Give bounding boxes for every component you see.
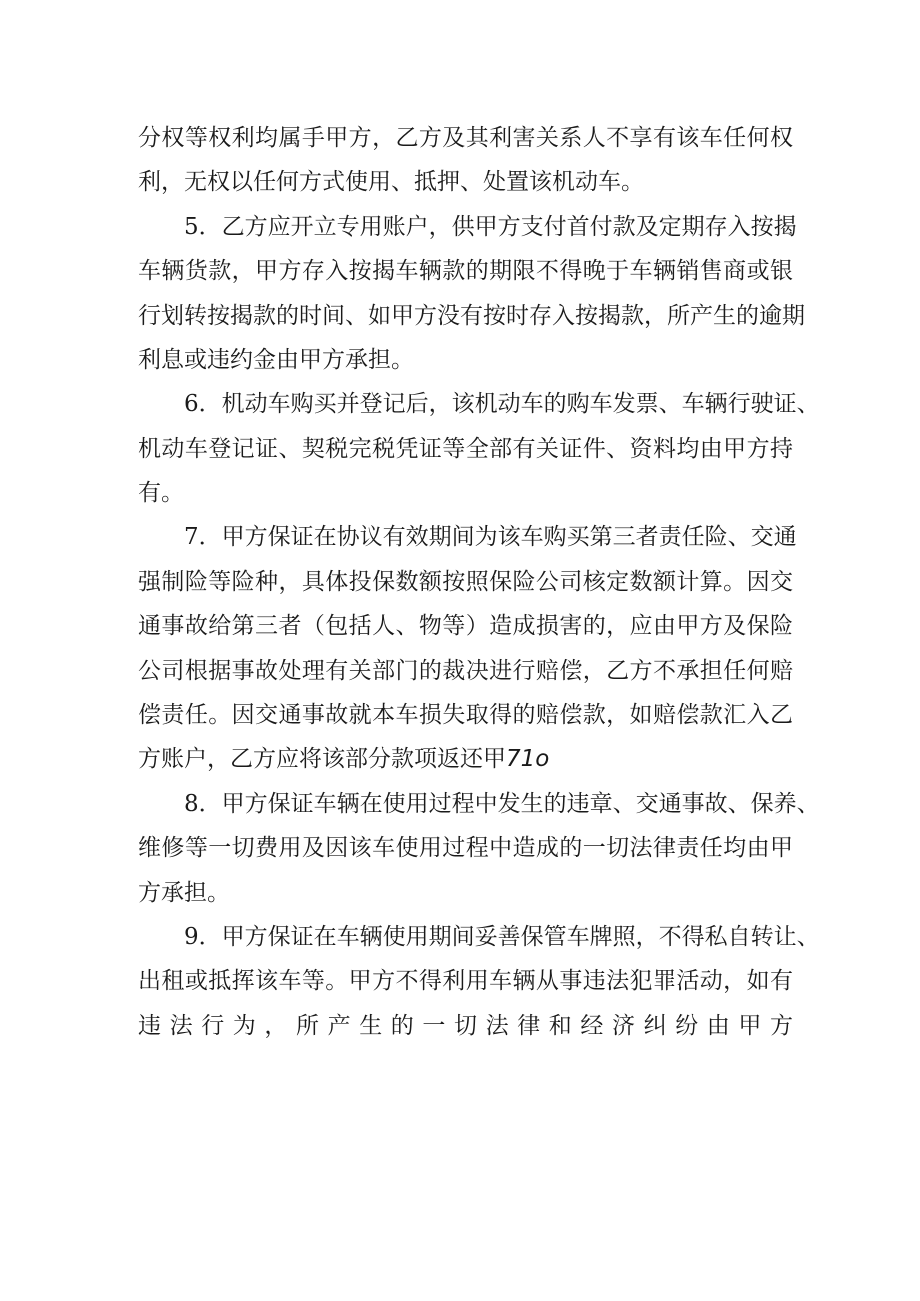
clause-6-line-3: 有。 [138,480,184,506]
clause-9-line-2: 出租或抵挥该车等。甲方不得利用车辆从事违法犯罪活动，如有 [138,968,793,994]
ocr-tail-fragment: 71o [506,746,550,772]
clause-9-line-1: 9．甲方保证在车辆使用期间妥善保管车牌照，不得私自转让、 [184,924,820,950]
clause-5-line-3: 行划转按揭款的时间、如甲方没有按时存入按揭款，所产生的逾期 [138,303,805,329]
clause-5-line-1: 5．乙方应开立专用账户，供甲方支付首付款及定期存入按揭 [184,214,797,240]
clause-8-line-2: 维修等一切费用及因该车使用过程中造成的一切法律责任均由甲 [138,835,793,861]
clause-5-line-4: 利息或违约金由甲方承担。 [138,347,414,373]
clause-7-line-5: 偿责任。因交通事故就本车损失取得的赔偿款，如赔偿款汇入乙 [138,702,793,728]
clause-7-line-3: 通事故给第三者（包括人、物等）造成损害的，应由甲方及保险 [138,613,793,639]
clause-7-line-6 [138,744,793,774]
clause-8-line-3: 方承担。 [138,880,230,906]
clause-6-line-1: 6．机动车购买并登记后，该机动车的购车发票、车辆行驶证、 [184,391,820,417]
clause-7-line-4: 公司根据事故处理有关部门的裁决进行赔偿，乙方不承担任何赔 [138,658,793,684]
clause-6-line-2: 机动车登记证、契税完税凭证等全部有关证件、资料均由甲方持 [138,436,793,462]
clause-7-line-2: 强制险等险种，具体投保数额按照保险公司核定数额计算。因交 [138,569,793,595]
clause-7-line-1: 7．甲方保证在协议有效期间为该车购买第三者责任险、交通 [184,524,797,550]
clause-7-line-6-text: 方账户，乙方应将该部分款项返还甲 [138,746,506,772]
clause-9-line-3: 违 法 行 为 ， 所 产 生 的 一 切 法 律 和 经 济 纠 纷 由 甲 方 [138,1013,793,1039]
clause-8-line-1: 8．甲方保证车辆在使用过程中发生的违章、交通事故、保养、 [184,791,820,817]
text-line-2: 利，无权以任何方式使用、抵押、处置该机动车。 [138,169,644,195]
text-line-1: 分权等权利均属手甲方，乙方及其利害关系人不享有该车任何权 [138,125,793,151]
clause-5-line-2: 车辆货款，甲方存入按揭车辆款的期限不得晚于车辆销售商或银 [138,258,793,284]
